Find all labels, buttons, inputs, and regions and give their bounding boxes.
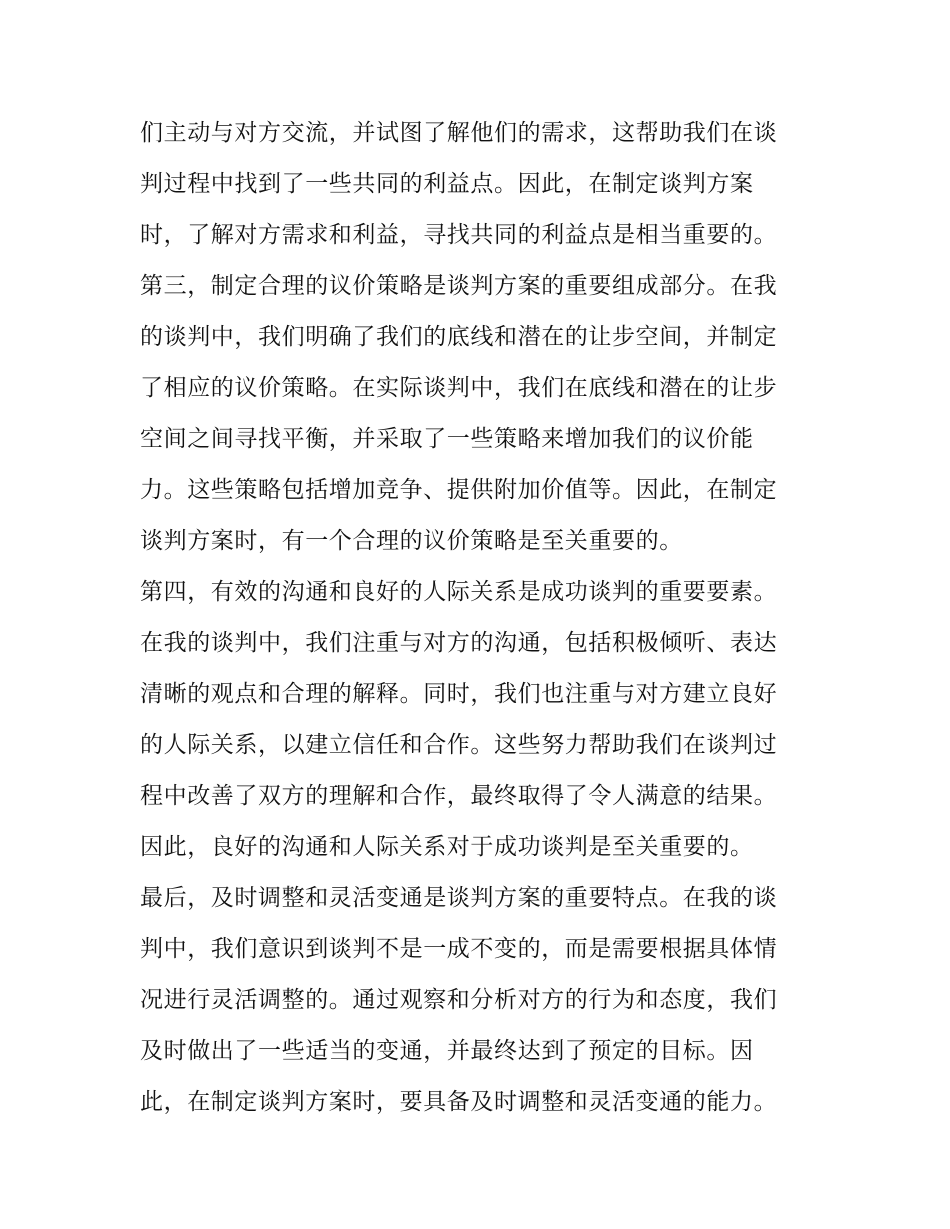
text-line: 空间之间寻找平衡，并采取了一些策略来增加我们的议价能 (140, 426, 754, 452)
text-line: 最后，及时调整和灵活变通是谈判方案的重要特点。在我的谈 (140, 885, 778, 911)
text-line: 们主动与对方交流，并试图了解他们的需求，这帮助我们在谈 (140, 120, 778, 146)
text-line: 判中，我们意识到谈判不是一成不变的，而是需要根据具体情 (140, 936, 778, 962)
text-line: 因此，良好的沟通和人际关系对于成功谈判是至关重要的。 (140, 834, 754, 860)
text-line: 第三，制定合理的议价策略是谈判方案的重要组成部分。在我 (140, 273, 778, 299)
text-line: 时，了解对方需求和利益，寻找共同的利益点是相当重要的。 (140, 222, 778, 248)
text-line: 的人际关系，以建立信任和合作。这些努力帮助我们在谈判过 (140, 732, 778, 758)
text-line: 谈判方案时，有一个合理的议价策略是至关重要的。 (140, 528, 683, 554)
text-line: 在我的谈判中，我们注重与对方的沟通，包括积极倾听、表达 (140, 630, 778, 656)
text-line: 第四，有效的沟通和良好的人际关系是成功谈判的重要要素。 (140, 579, 778, 605)
text-line: 及时做出了一些适当的变通，并最终达到了预定的目标。因 (140, 1038, 754, 1064)
text-line: 程中改善了双方的理解和合作，最终取得了令人满意的结果。 (140, 783, 778, 809)
text-line: 清晰的观点和合理的解释。同时，我们也注重与对方建立良好 (140, 681, 778, 707)
text-line: 力。这些策略包括增加竞争、提供附加价值等。因此，在制定 (140, 477, 778, 503)
text-line: 此，在制定谈判方案时，要具备及时调整和灵活变通的能力。 (140, 1089, 778, 1115)
text-line: 了相应的议价策略。在实际谈判中，我们在底线和潜在的让步 (140, 375, 778, 401)
text-line: 况进行灵活调整的。通过观察和分析对方的行为和态度，我们 (140, 987, 778, 1013)
text-line: 的谈判中，我们明确了我们的底线和潜在的让步空间，并制定 (140, 324, 778, 350)
body-text (140, 108, 830, 1128)
text-line: 判过程中找到了一些共同的利益点。因此，在制定谈判方案 (140, 171, 754, 197)
